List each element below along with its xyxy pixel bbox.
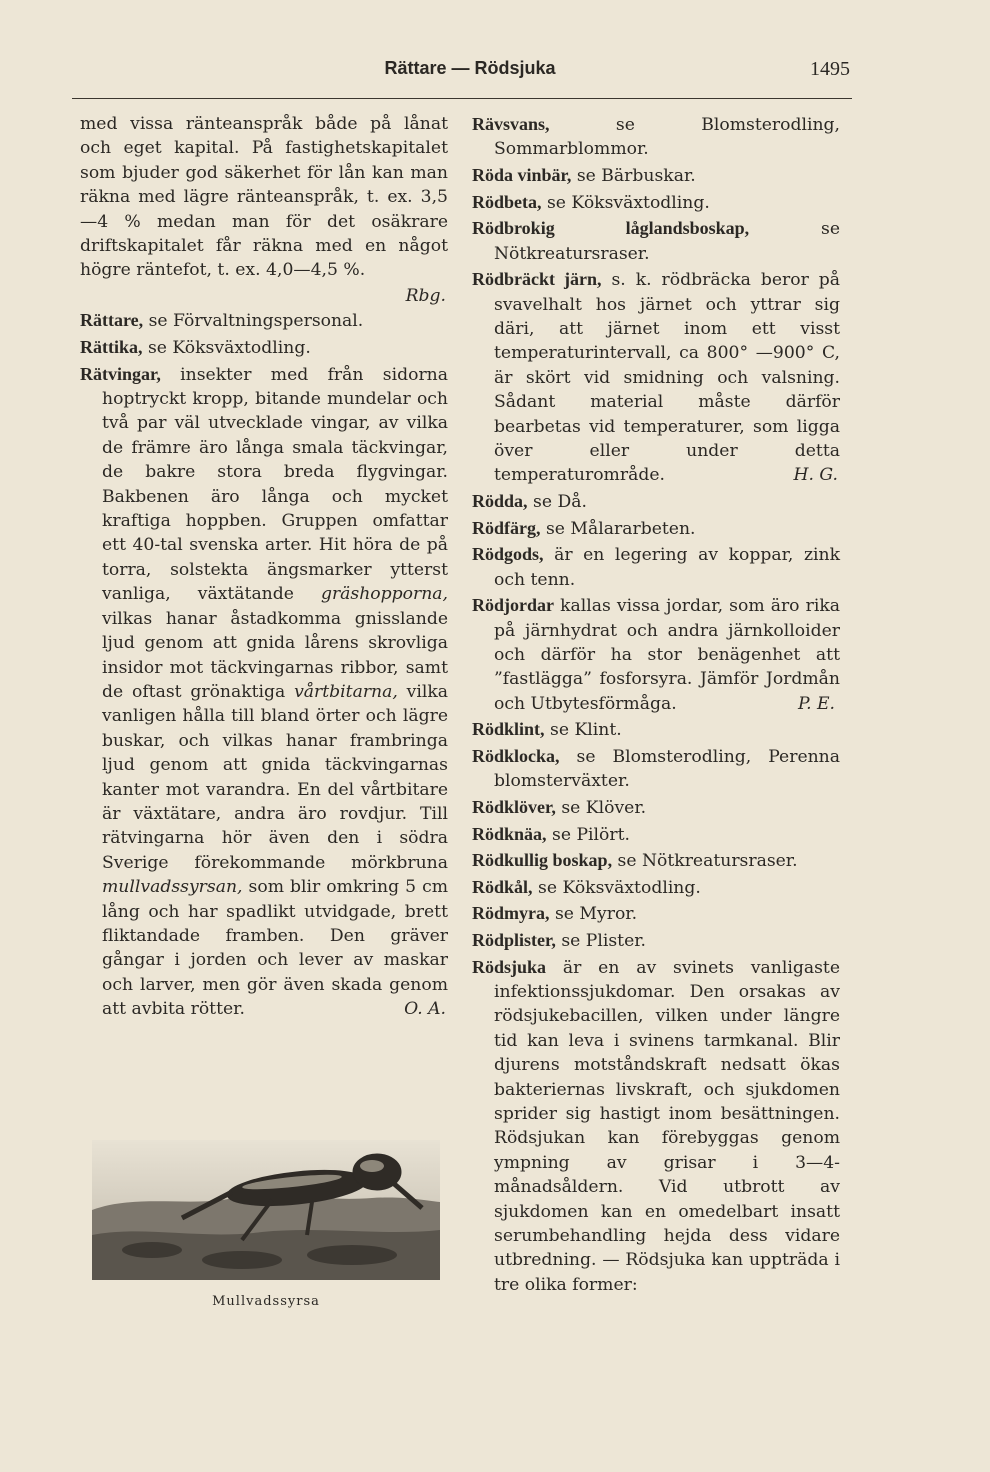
entry xyxy=(472,593,840,716)
entry xyxy=(472,542,840,592)
entry-headword: Rödknäa, xyxy=(472,823,547,844)
entry-text: som blir omkring 5 cm lång och har spadlikt utvidgade, brett fliktandade framben. Den gräver gångar i jorden och lever av maskar och larver, men gör även skada genom att avbita rötter. xyxy=(102,877,448,1020)
entry xyxy=(472,112,840,162)
entry-text: se Nötkreatursraser. xyxy=(494,219,840,264)
header-rule xyxy=(72,98,852,99)
entry-text: vilkas hanar åstadkomma gnisslande ljud genom att gnida lårens skrovliga insidor mot täckvingarnas ribbor, samt de oftast grönaktiga xyxy=(102,608,448,702)
entry-headword: Rödbräckt järn, xyxy=(472,269,602,290)
entry xyxy=(472,848,840,873)
entry xyxy=(472,955,840,1298)
entry xyxy=(472,875,840,900)
left-column xyxy=(80,112,448,1023)
entry-text: se Målararbeten. xyxy=(540,518,696,539)
entry xyxy=(472,901,840,926)
entry-signature: H. G. xyxy=(793,465,838,486)
entry-text: se Nötkreatursraser. xyxy=(612,851,798,872)
entry-text: vilka vanligen hålla till bland örter och lägre buskar, och vilkas hanar frambringa ljud genom att gnida täckvingarnas kanter mot varandra. En del vårtbitare är växtätare, andra äro rovdjur. Till rätvingarna hör även den i södra Sverige förekommande mörkbruna xyxy=(102,681,448,873)
entry-text: se Då. xyxy=(527,492,587,513)
entry-headword: Rödfärg, xyxy=(472,517,541,538)
entry-text: är en legering av koppar, zink och tenn. xyxy=(494,545,840,590)
entry xyxy=(472,822,840,847)
entry-text: är en av svinets vanligaste infektionssjukdomar. Den orsakas av rödsjukebacillen, vilken under längre tid kan leva i svinens tarmkanal. Blir djurens motståndskraft nedsatt ökas bakteriernas livskraft, och sjukdomen sprider sig hastigt inom besättningen. Rödsjukan kan förebyggas genom ympning av grisar i 3—4-månadsåldern. Vid utbrott av sjukdomen kan en omedelbart insatt serumbehandling hejda dess vidare utbredning. — Rödsjuka kan uppträda i tre olika former: xyxy=(494,957,840,1295)
entry xyxy=(472,489,840,514)
entry-headword: Rödkullig boskap, xyxy=(472,850,613,871)
entry-text: se Myror. xyxy=(549,904,638,925)
page-header xyxy=(90,58,850,90)
entry xyxy=(472,190,840,215)
entry-rattare xyxy=(80,308,448,333)
entry-signature: O. A. xyxy=(404,999,446,1020)
entry-headword: Rödmyra, xyxy=(472,903,550,924)
entry xyxy=(472,216,840,266)
entry xyxy=(472,795,840,820)
italic-term: gräshopporna, xyxy=(320,584,448,605)
page-number: 1495 xyxy=(810,58,850,80)
entry-text: se Klöver. xyxy=(555,798,647,819)
entry-headword: Rödplister, xyxy=(472,930,556,950)
entry-text: se Pilört. xyxy=(546,824,630,845)
entry xyxy=(472,267,840,488)
entry xyxy=(472,744,840,794)
mole-cricket-photo xyxy=(92,1140,440,1280)
entry-headword: Rödbrokig låglandsboskap, xyxy=(472,218,750,239)
italic-term: mullvadssyrsan, xyxy=(102,877,243,898)
running-title: Rättare — Rödsjuka xyxy=(384,58,556,78)
entry-headword: Rödjordar xyxy=(472,595,554,616)
entry-rattika xyxy=(80,335,448,360)
entry-text: se Blomsterodling, Perenna blomsterväxter. xyxy=(494,747,840,792)
entry xyxy=(472,516,840,541)
entry-text: se Förvaltningspersonal. xyxy=(143,311,364,332)
entry-text: se Köksväxtodling. xyxy=(541,192,710,213)
entry-headword: Rödgods, xyxy=(472,544,544,565)
entry-headword: Rödklöver, xyxy=(472,797,556,818)
entry-text: se Bärbuskar. xyxy=(571,166,696,186)
entry-text: se Blomsterodling, Sommarblommor. xyxy=(494,115,840,160)
entry xyxy=(472,163,840,188)
italic-term: vårtbitarna, xyxy=(294,681,398,702)
entry-text: se Klint. xyxy=(544,720,622,741)
entry-ratvingar xyxy=(80,362,448,1022)
continuation-text: med vissa ränteanspråk både på lånat och eget kapital. På fastighetskapitalet som bjuder god säkerhet för lån kan man räkna med lägre ränteanspråk, t. ex. 3,5—4 % medan man för det osäkrare driftskapitalet får räkna med en något högre räntefot, t. ex. 4,0—4,5 %. xyxy=(80,114,448,281)
figure-caption: Mullvadssyrsa xyxy=(212,1294,320,1309)
entry-headword: Rödklocka, xyxy=(472,746,560,767)
continuation-signature: Rbg. xyxy=(405,286,446,307)
entry xyxy=(472,928,840,953)
entry-text: se Köksväxtodling. xyxy=(532,877,701,898)
entry-headword: Rödda, xyxy=(472,491,528,512)
entry-headword: Rödklint, xyxy=(472,719,545,740)
entry-headword: Rödsjuka xyxy=(472,956,547,977)
entry xyxy=(472,717,840,742)
entry-text: insekter med från sidorna hoptryckt kropp, bitande mundelar och två par väl utvecklade vingar, av vilka de främre äro långa smala täckvingar, de bakre stora breda flygvingar. Bakbenen äro långa och mycket kraftiga hoppben. Gruppen omfattar ett 40-tal svenska arter. Hit höra de på torra, solstekta ängsmarker ytterst vanliga, växtätande xyxy=(102,364,448,605)
entry-headword: Rätvingar, xyxy=(80,363,161,384)
entry-text: kallas vissa jordar, som äro rika på järnhydrat och andra järnkolloider och därför ha stor benägenhet att ”fastlägga” fosforsyra. Jämför Jordmån och Utbytesförmåga. xyxy=(494,596,840,714)
entry-headword: Rättare, xyxy=(80,310,144,331)
entry-headword: Rödbeta, xyxy=(472,191,542,212)
right-column xyxy=(472,112,840,1298)
continuation-paragraph xyxy=(80,112,448,283)
entry-headword: Rättika, xyxy=(80,337,143,358)
entry-text: s. k. rödbräcka beror på svavelhalt hos järnet och yttrar sig däri, att järnet inom ett visst temperaturintervall, ca 800° —900° C, är skört vid smidning och valsning. Sådant material måste därför bearbetas vid temperaturer, som ligga över eller under detta temperaturområde. xyxy=(494,270,840,486)
entry-headword: Rödkål, xyxy=(472,876,533,897)
entry-headword: Rävsvans, xyxy=(472,114,550,134)
entry-text: se Köksväxtodling. xyxy=(142,338,311,359)
entry-signature: P. E. xyxy=(797,693,836,714)
entry-headword: Röda vinbär, xyxy=(472,165,572,185)
entry-text: se Plister. xyxy=(555,931,647,951)
